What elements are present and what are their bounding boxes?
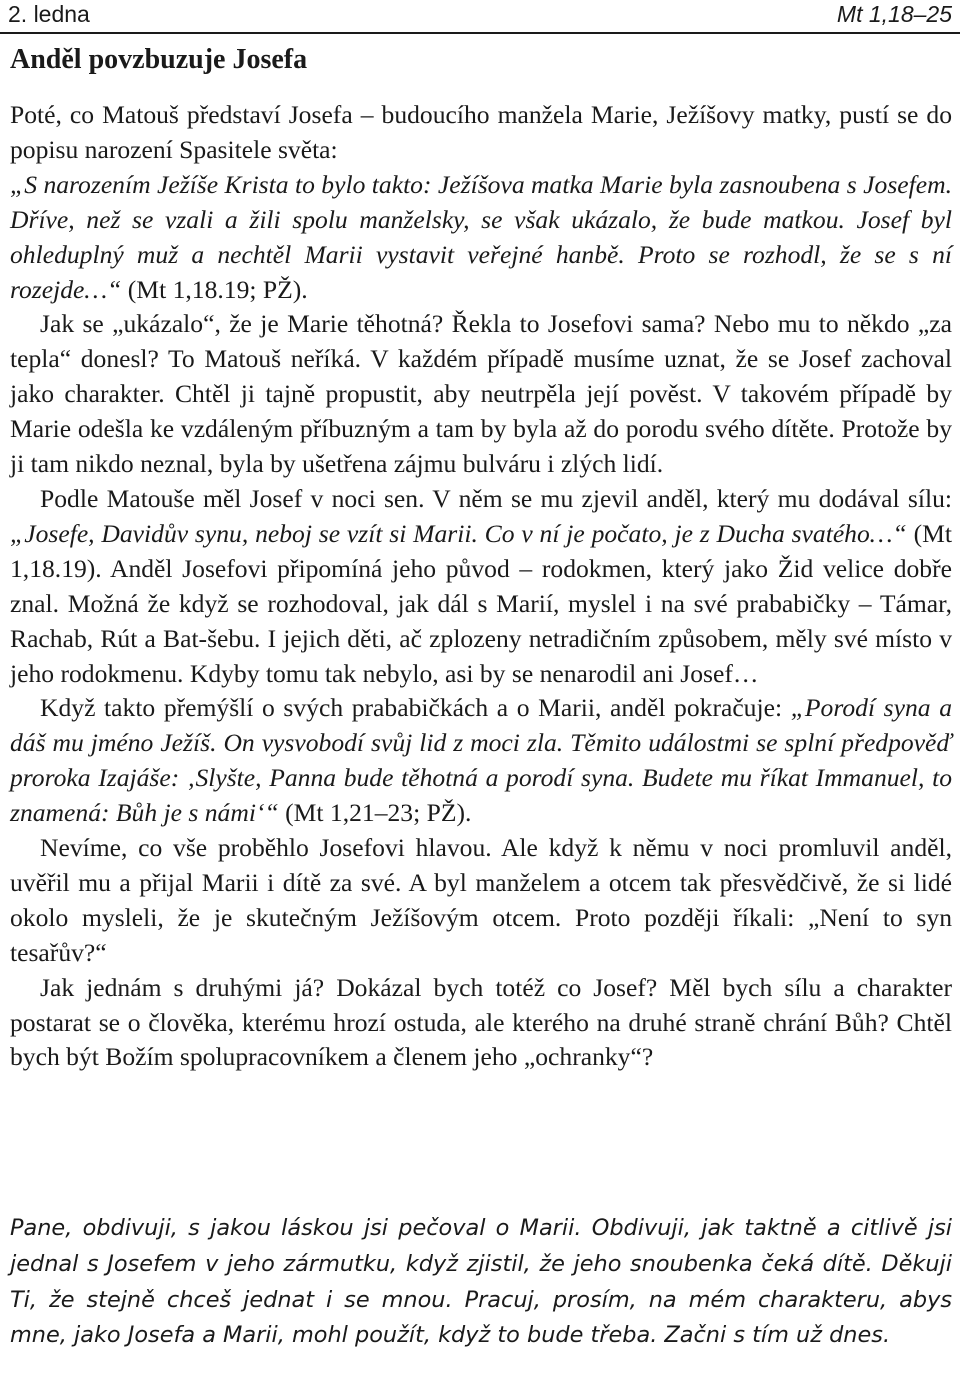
paragraph-4 (10, 691, 952, 831)
paragraph-3 (10, 482, 952, 691)
p4-ref: (Mt 1,21–23; PŽ). (278, 798, 472, 828)
intro-lead: Poté, co Matouš představí Josefa – budoucího manžela Marie, Ježíšovy matky, pustí se do popisu narození Spasitele světa: (10, 100, 952, 164)
article-title: Anděl povzbuzuje Josefa (10, 44, 308, 75)
prayer-text: Pane, obdivuji, s jakou láskou jsi pečoval o Marii. Obdivuji, jak taktně a citlivě jsi jednal s Josefem v jeho zármutku, když zjistil, že jeho snoubenka čeká dítě. Děkuji Ti, že stejně chceš jednat i se mnou. Pracuj, prosím, na mém charakteru, abys mne, jako Josefa a Marii, mohl použít, když to bude třeba. Začni s tím už dnes. (10, 1215, 952, 1349)
p3-lead: Podle Matouše měl Josef v noci sen. V něm se mu zjevil anděl, který mu dodával sílu: (40, 483, 952, 513)
article-body (10, 98, 952, 1075)
p3-rest: (Mt 1,18.19). Anděl Josefovi připomíná jeho původ – rodokmen, který jako Žid velice dobře znal. Možná že když se rozhodoval, jak dál s Marií, myslel i na své prababičky – Támar, Rachab, Rút a Bat-šebu. I jejich děti, ač zplozeny netradičním způsobem, měly své místo v jeho rodokmenu. Kdyby tomu tak nebylo, asi by se nenarodil ani Josef… (10, 518, 952, 688)
p3-quote: „Josefe, Davidův synu, neboj se vzít si Marii. Co v ní je počato, je z Ducha svatého…“ (10, 518, 907, 548)
paragraph-2: Jak se „ukázalo“, že je Marie těhotná? Řekla to Josefovi sama? Nebo mu to někdo „za tepla“ donesl? To Matouš neříká. V každém případě musíme uznat, že se Josef zachoval jako charakter. Chtěl ji tajně propustit, aby neutrpěla její pověst. V takovém případě by Marie odešla ke vzdáleným příbuzným a tam by byla až do porodu svého dítěte. Protože by ji tam nikdo neznal, byla by ušetřena zájmu bulváru i zlých lidí. (10, 309, 952, 479)
paragraph-intro (10, 98, 952, 307)
header-reference: Mt 1,18–25 (836, 1, 952, 27)
p4-quote: „Porodí syna a dáš mu jméno Ježíš. On vysvobodí svůj lid z moci zla. Těmito událostmi se splní předpověď proroka Izajáše: ‚Slyšte, Panna bude těhotná a porodí syna. Budete mu říkat Immanuel, to znamená: Bůh je s námi‘“ (10, 693, 953, 828)
intro-ref: (Mt 1,18.19; PŽ). (121, 274, 308, 304)
header-date: 2. ledna (8, 1, 90, 27)
intro-quote: „S narozením Ježíše Krista to bylo takto: Ježíšova matka Marie byla zasnoubena s Josefem. Dříve, než se vzali a žili spolu manželsky, se však ukázalo, že bude matkou. Josef byl ohleduplný muž a nechtěl Marii vystavit veřejné hanbě. Proto se rozhodl, že se s ní rozejde…“ (10, 169, 952, 304)
paragraph-6: Jak jednám s druhými já? Dokázal bych totéž co Josef? Měl bych sílu a charakter postarat se o člověka, kterému hrozí ostuda, ale kterého na druhé straně chrání Bůh? Chtěl bych být Božím spolupracovníkem a členem jeho „ochranky“? (10, 972, 952, 1072)
page-header (0, 0, 960, 34)
prayer (10, 1211, 952, 1354)
p4-lead: Když takto přemýšlí o svých prababičkách a o Marii, anděl pokračuje: (40, 693, 783, 723)
paragraph-5: Nevíme, co vše proběhlo Josefovi hlavou. Ale když k němu v noci promluvil anděl, uvěřil mu a přijal Marii i dítě za své. A byl manželem a otcem tak přesvědčivě, že si lidé okolo mysleli, že je skutečným Ježíšovým otcem. Proto později říkali: „Není to syn tesařův?“ (10, 833, 952, 967)
